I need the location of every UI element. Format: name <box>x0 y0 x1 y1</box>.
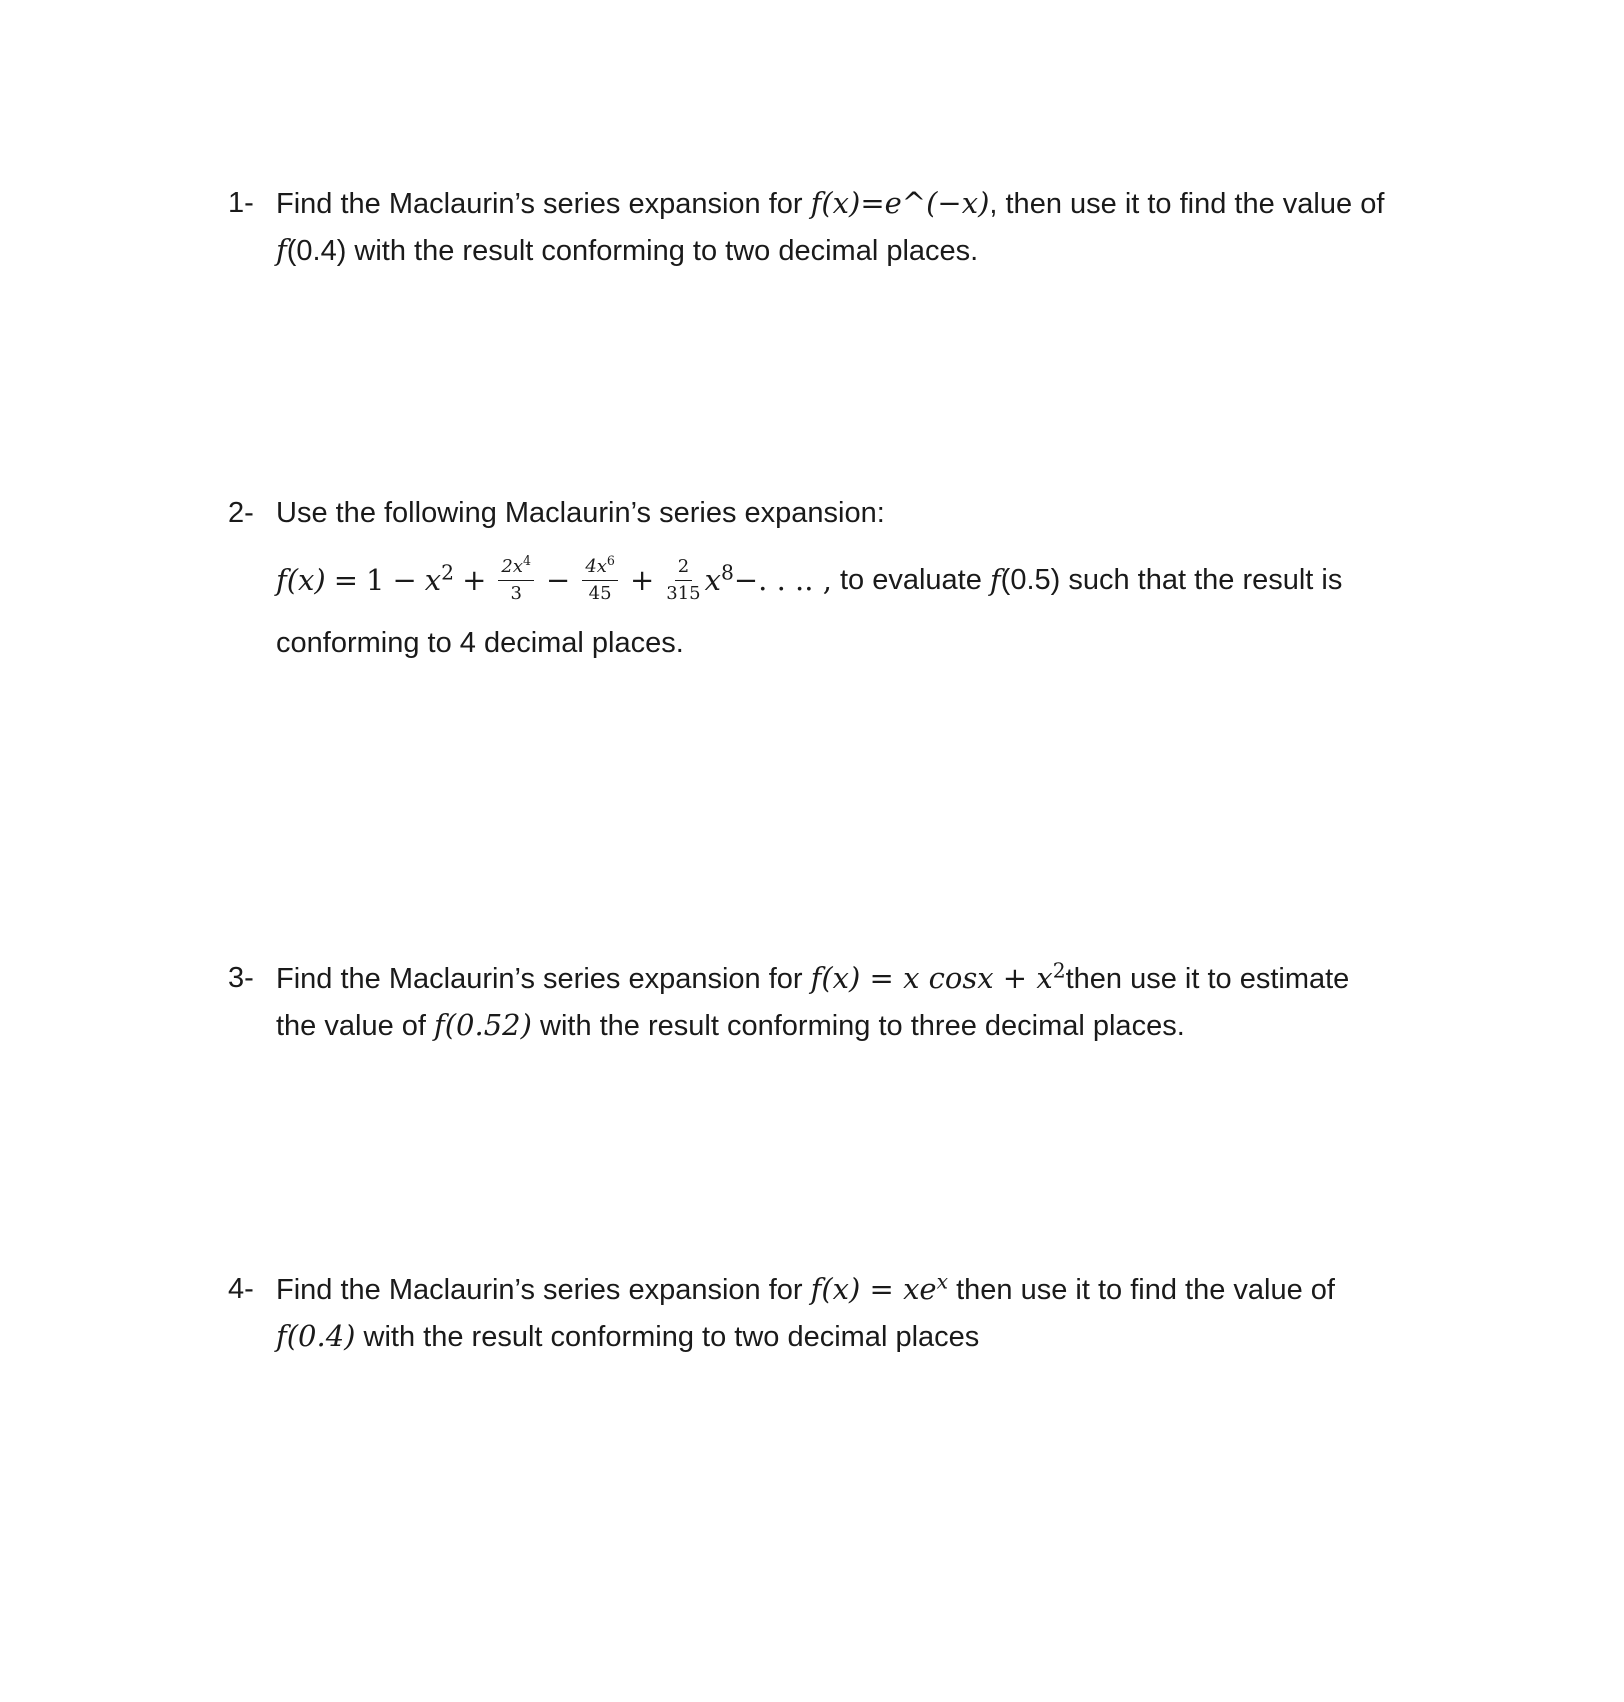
fraction: $\frac{2}{315}$ <box>666 555 701 604</box>
math: 2 <box>1052 958 1066 983</box>
question-number: 2- <box>228 497 254 529</box>
math: −. . .. , <box>733 563 832 597</box>
question-2 <box>228 490 1448 666</box>
question-1 <box>228 180 1448 274</box>
text: Find the Maclaurin’s series expansion for <box>276 963 811 995</box>
question-text <box>276 490 1448 666</box>
text: then use it to find the value of <box>948 1274 1335 1306</box>
math: f(x) = xe <box>810 1272 937 1306</box>
term: $x^8$ <box>704 560 734 597</box>
question-text <box>276 955 1448 1049</box>
question-3 <box>228 955 1448 1049</box>
math: x <box>936 1269 949 1294</box>
math: f(0.52) <box>434 1008 532 1042</box>
question-number: 1- <box>228 187 254 219</box>
question-text <box>276 180 1448 274</box>
fraction: $\frac{4x^6}{45}$ <box>582 556 618 605</box>
operator: − <box>546 563 571 597</box>
text: , then use it to find the value of <box>989 188 1385 220</box>
text: conforming to 4 decimal places. <box>276 627 684 659</box>
series-formula <box>276 540 1448 620</box>
math: f(0.4) <box>276 1319 356 1353</box>
text: with the result conforming to three decimal places. <box>531 1010 1185 1042</box>
text: to evaluate <box>831 564 990 596</box>
math: f(x) = x cosx + x <box>810 961 1053 995</box>
math: 1 <box>366 563 385 597</box>
text: then use it to estimate <box>1065 963 1350 995</box>
math: f(x) <box>276 563 326 597</box>
math: f <box>989 563 1001 597</box>
text: (0.4) with the result conforming to two decimal places. <box>286 235 979 267</box>
fraction: $\frac{2x^4}{3}$ <box>498 556 534 605</box>
question-number: 4- <box>228 1273 254 1305</box>
operator: = <box>333 563 359 597</box>
math: f <box>810 186 822 220</box>
text: (0.5) such that the result is <box>1000 564 1343 596</box>
question-text <box>276 1266 1448 1360</box>
text: Find the Maclaurin’s series expansion for <box>276 1274 811 1306</box>
intro-text: Use the following Maclaurin’s series expansion: <box>276 497 885 529</box>
text: the value of <box>276 1010 434 1042</box>
question-number: 3- <box>228 962 254 994</box>
term: $x^2$ <box>424 560 455 597</box>
text: Find the Maclaurin’s series expansion for <box>276 188 811 220</box>
operator: + <box>462 563 487 597</box>
text: with the result conforming to two decimal places <box>355 1321 980 1353</box>
math: f <box>276 233 287 267</box>
operator: + <box>629 563 655 597</box>
math: (x)=e^(−x) <box>821 186 990 220</box>
question-4 <box>228 1266 1448 1360</box>
operator: − <box>392 563 417 597</box>
